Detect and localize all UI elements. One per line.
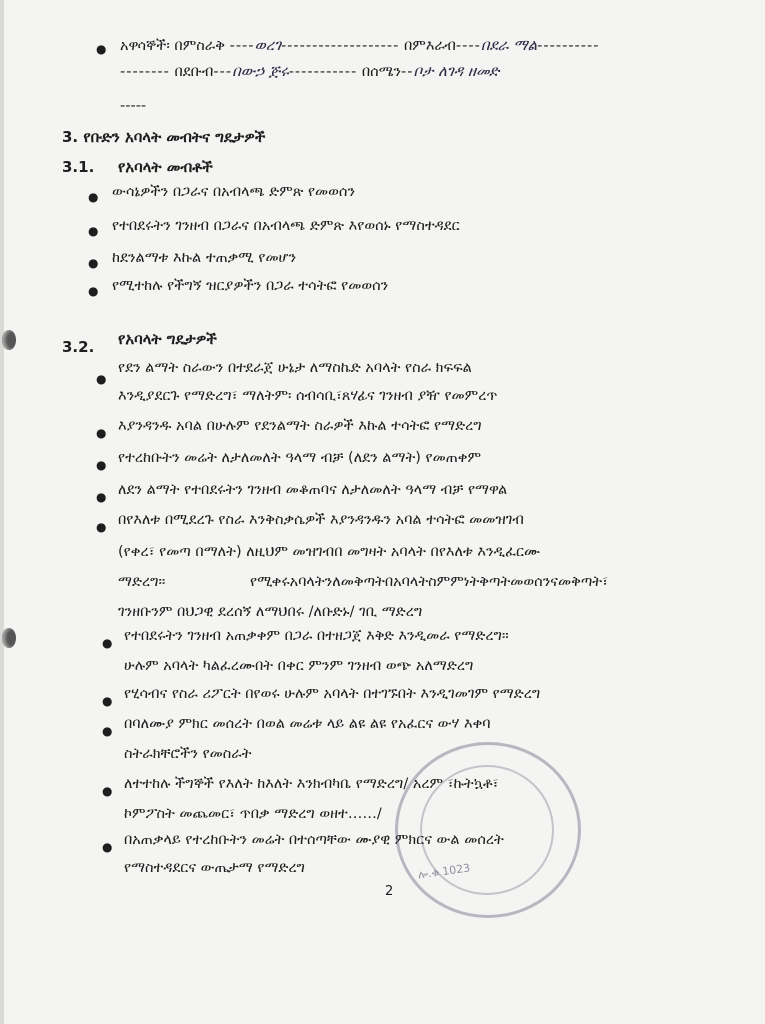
bullet: ● (88, 284, 99, 298)
bullet: ● (88, 256, 99, 270)
binder-hole (2, 628, 16, 648)
bullet: ● (96, 490, 107, 504)
duty-item: የደን ልማት ስራውን በተደራጀ ሁኔታ ለማስኬድ አባላት የስራ ክፍፍል (118, 360, 472, 376)
section-3-title: 3. የቡድን አባላት መብትና ግዴታዎች (62, 128, 266, 146)
binder-hole (2, 330, 16, 350)
duty-item-continued: (የቀረ፣ የመጣ በማለት) ለዚህም መዝገብበ መግዛት አባላት በየእለቱ እንዲፈርሙ (118, 544, 541, 560)
section-3-2-title: የአባላት ግዴታዎች (118, 330, 217, 348)
right-item: የሚተከሉ የችግኝ ዝርያዎችን በጋራ ተሳትፎ የመወሰን (112, 278, 389, 294)
bullet: ● (102, 694, 113, 708)
duty-item-continued: የማስተዳደርና ውጤታማ የማድረግ (124, 860, 305, 876)
boundary-north-label: በሰሜን (361, 64, 401, 80)
duty-item-continued: ስትራክቸሮችን የመስራት (124, 746, 252, 762)
boundary-east-value: ወረገ (254, 36, 281, 54)
bullet: ● (102, 784, 113, 798)
duty-item-continued: ገንዘቡንም በህጋዊ ደረሰኝ ለማህበሩ /ለቡድኑ/ ገቢ ማድረግ (118, 604, 423, 620)
duty-item-continued: እንዲያደርጉ የማድረግ፣ ማለትም፡ ሰብሳቢ፣ጸሃፊና ገንዘብ ያዥ የመምረጥ (118, 388, 498, 404)
right-item: ውሳኔዎችን በጋራና በአብላጫ ድምጽ የመወሰን (112, 184, 356, 200)
page-number: 2 (385, 884, 394, 899)
bullet: ● (96, 458, 107, 472)
boundary-west-value: በደራ ማል (480, 36, 538, 54)
bullet: ● (102, 840, 113, 854)
duty-item-continued: ማድረግ፡፡ (118, 574, 166, 590)
bullet: ● (88, 224, 99, 238)
boundary-line-2: -------- በደቡብ---በውኃ ጅሩ----------- በሰሜን--ቦታ ለገዳ ዘመድ (120, 62, 500, 80)
official-stamp (395, 742, 581, 918)
duty-item: በየእለቱ በሚደረጉ የስራ እንቅስቃሴዎች እያንዳንዱን አባል ተሳትፎ መመዝገብ (118, 512, 524, 528)
boundary-dash: ----- (120, 98, 147, 114)
right-item: ከደንልማቱ እኩል ተጠቃሚ የመሆን (112, 250, 297, 266)
duty-item: የተረከቡትን መሬት ለታለመለት ዓላማ ብቻ (ለደን ልማት) የመጠቀም (118, 450, 482, 466)
duty-item: የሂሳብና የስራ ሪፖርት በየወሩ ሁሉም አባላት በተገኙበት እንዲገመገም የማድረግ (124, 686, 541, 702)
bullet: ● (96, 42, 107, 56)
boundary-west-label: በምእራብ (403, 38, 456, 54)
section-3-1-number: 3.1. (62, 158, 95, 176)
right-item: የተበደሩትን ገንዘብ በጋራና በአብላጫ ድምጽ እየወሰኑ የማስተዳደር (112, 218, 460, 234)
duty-item: የተበደሩትን ገንዘብ አጠቃቀም በጋራ በተዘጋጀ እቅድ እንዲመራ የማድረግ፡፡ (124, 628, 509, 644)
bullet: ● (96, 520, 107, 534)
duty-item-continued: የሚቀሩአባላትንለመቅጣትበአባላትስምምነትቅጣትመወሰንናመቅጣት፣ (250, 574, 609, 590)
boundary-east-label: አዋሳኞች፡ በምስራቅ (120, 38, 225, 54)
section-3-1-title: የአባላት መብቶች (118, 158, 213, 176)
section-3-2-number: 3.2. (62, 338, 95, 356)
duty-item: እያንዳንዱ አባል በሁሉም የደንልማት ስራዎች እኩል ተሳትፎ የማድረግ (118, 418, 482, 434)
bullet: ● (96, 426, 107, 440)
duty-item: ለደን ልማት የተበደሩትን ገንዘብ መቆጠባና ለታለመለት ዓላማ ብቻ የማዋል (118, 482, 508, 498)
duty-item: በአጠቃላይ የተረከቡትን መሬት በተሰጣቸው ሙያዊ ምክርና ውል መሰረት (124, 832, 504, 848)
duty-item-continued: ኮምፖስት መጨመር፣ ጥበቃ ማድረግ ወዘተ……/ (124, 806, 382, 822)
boundary-line-1: አዋሳኞች፡ በምስራቅ ----ወረገ------------------- በምእራብ----በደራ ማል---------- (120, 36, 600, 54)
scan-edge (0, 0, 4, 1024)
duty-item-continued: ሁሉም አባላት ካልፈረሙበት በቀር ምንም ገንዘብ ወጭ አለማድረግ (124, 658, 474, 674)
boundary-south-value: በውኃ ጅሩ (232, 62, 289, 80)
duty-item: በባለሙያ ምክር መሰረት በወል መሬቱ ላይ ልዩ ልዩ የአፈርና ውሃ እቀባ (124, 716, 491, 732)
bullet: ● (102, 636, 113, 650)
bullet: ● (96, 372, 107, 386)
boundary-south-label: በደቡብ (174, 64, 214, 80)
duty-item: ለተተከሉ ችግኞች የእለት ከእለት እንክብካቤ የማድረግ/ አረም ፣ኩትኳቶ፣ (124, 776, 499, 792)
boundary-north-value: ቦታ ለገዳ ዘመድ (413, 62, 500, 80)
bullet: ● (88, 190, 99, 204)
bullet: ● (102, 724, 113, 738)
stamp-text: ሎ.ቁ 1023 (417, 861, 472, 882)
